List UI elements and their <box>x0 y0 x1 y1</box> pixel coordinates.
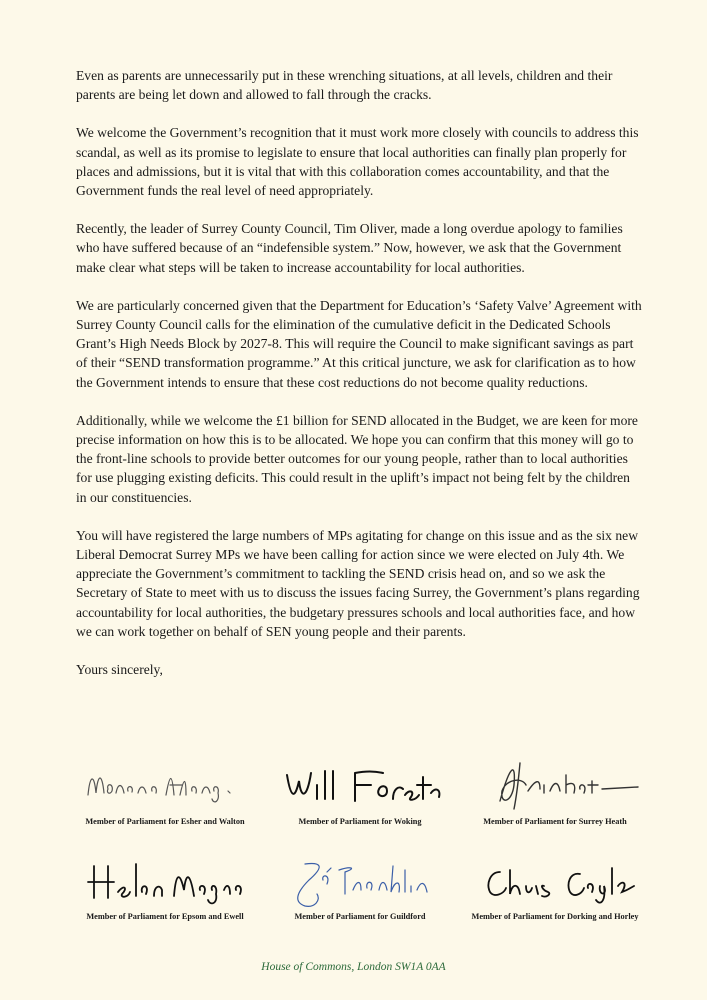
signature-block <box>70 755 260 826</box>
signature-block <box>460 850 650 921</box>
handwritten-signature <box>275 850 445 908</box>
handwritten-signature <box>275 755 445 813</box>
signature-block <box>265 755 455 826</box>
paragraph-1: Even as parents are unnecessarily put in these wrenching situations, at all levels, children and their parents are being let down and allowed to fall through the cracks. <box>76 68 613 103</box>
signature-block <box>70 850 260 921</box>
signature-row-1 <box>70 755 650 826</box>
paragraph-5: Additionally, while we welcome the £1 billion for SEND allocated in the Budget, we are keen for more precise information on how this is to be allocated. We hope you can confirm that this money will go to the front-line schools to provide better outcomes for our young people, rather than to local authorities for use plugging existing deficits. This could result in the uplift’s impact not being felt by the children in our constituencies. <box>76 412 638 505</box>
signature-caption: Member of Parliament for Dorking and Horley <box>471 912 639 921</box>
signature-caption: Member of Parliament for Esher and Walton <box>85 817 245 826</box>
signature-caption: Member of Parliament for Surrey Heath <box>483 817 627 826</box>
handwritten-signature <box>80 755 250 813</box>
signature-caption: Member of Parliament for Epsom and Ewell <box>86 912 244 921</box>
signature-row-2 <box>70 850 650 921</box>
handwritten-signature <box>80 850 250 908</box>
paragraph-6: You will have registered the large numbers of MPs agitating for change on this issue and as the six new Liberal Democrat Surrey MPs we have been calling for action since we were elected on July 4th. We appreciate the Government’s commitment to tackling the SEND crisis head on, and so we ask the Secretary of State to meet with us to discuss the issues facing Surrey, the Government’s plans regarding accountability for local authorities, the budgetary pressures schools and local authorities face, and how we can work together on behalf of SEN young people and their parents. <box>76 527 640 639</box>
closing-salutation: Yours sincerely, <box>76 662 163 678</box>
footer-address: House of Commons, London SW1A 0AA <box>261 961 446 973</box>
signature-block <box>265 850 455 921</box>
paragraph-2: We welcome the Government’s recognition that it must work more closely with councils to address this scandal, as well as its promise to legislate to ensure that local authorities can finally plan properly for places and admissions, but it is vital that with this collaboration comes accountability, and that the Government funds the real level of need appropriately. <box>76 125 639 199</box>
handwritten-signature <box>470 755 640 813</box>
letter-body <box>76 66 642 679</box>
paragraph-3: Recently, the leader of Surrey County Council, Tim Oliver, made a long overdue apology to families who have suffered because of an “indefensible system.” Now, however, we ask that the Government make clear what steps will be taken to increase accountability for local authorities. <box>76 221 623 275</box>
signature-caption: Member of Parliament for Woking <box>298 817 422 826</box>
paragraph-4: We are particularly concerned given that the Department for Education’s ‘Safety Valve’ Agreement with Surrey County Council calls for the elimination of the cumulative deficit in the Dedicated Schools Grant’s High Needs Block by 2027-8. This will require the Council to make significant savings as part of their “SEND transformation programme.” At this critical juncture, we ask for clarification as to how the Government intends to ensure that these cost reductions do not become quality reductions. <box>76 297 642 390</box>
signature-caption: Member of Parliament for Guildford <box>294 912 426 921</box>
signature-block <box>460 755 650 826</box>
handwritten-signature <box>470 850 640 908</box>
